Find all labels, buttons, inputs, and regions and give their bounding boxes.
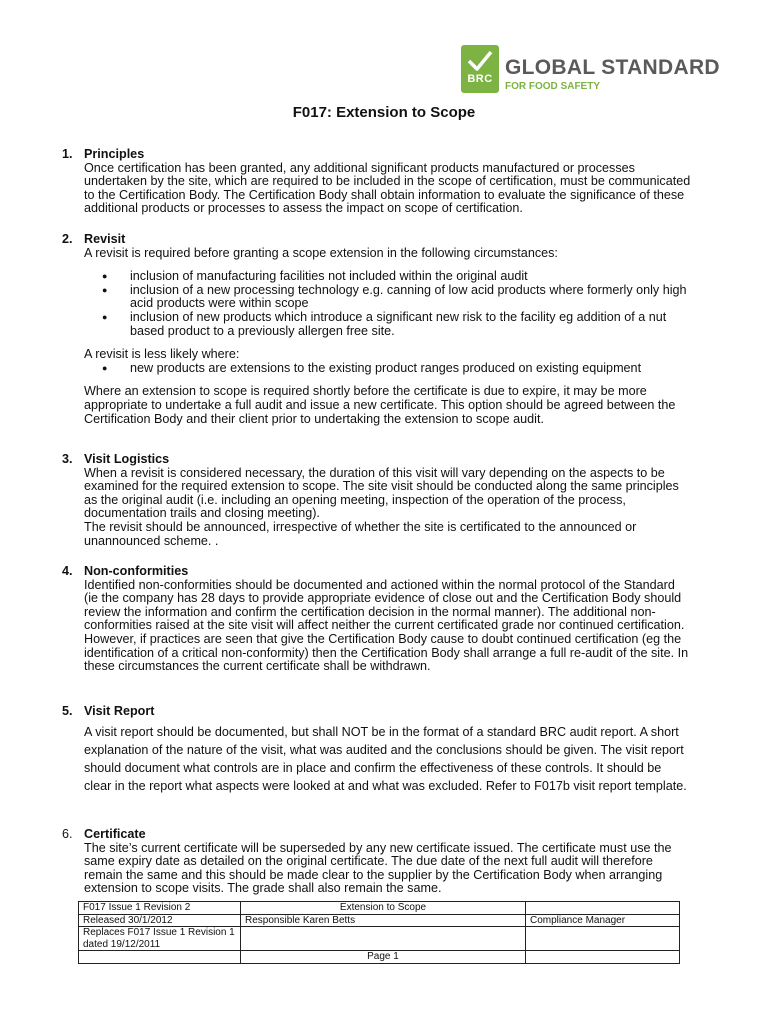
table-cell	[526, 902, 680, 915]
section-number: 4.	[62, 564, 73, 578]
logo-brc-text: BRC	[467, 73, 493, 85]
table-row	[79, 902, 680, 915]
table-cell	[526, 951, 680, 964]
section-text: Identified non-conformities should be documented and actioned within the normal protocol of the Standard (ie the company has 28 days to provide appropriate evidence of close out and the Certification Body should review the information and confirm the certification decision in the normal manner). The additional non-conformities raised at the site visit will affect neither the current certificated grade nor continued certification. However, if practices are seen that give the Certification Body cause to doubt continued certification (eg the identification of a critical non-conformity) then the Certification Body shall arrange a full re-audit of the site. In these circumstances the current certificate shall be withdrawn.	[84, 577, 689, 674]
table-cell	[79, 951, 241, 964]
table-cell	[241, 927, 526, 951]
table-cell: Released 30/1/2012	[79, 914, 241, 927]
section-number: 3.	[62, 452, 73, 466]
section-text: A revisit is less likely where:	[84, 347, 240, 362]
table-cell: Replaces F017 Issue 1 Revision 1 dated 19/12/2011	[79, 927, 241, 951]
table-row	[79, 927, 680, 951]
section-number: 1.	[62, 147, 73, 161]
table-cell: Page 1	[241, 951, 526, 964]
list-item: ● inclusion of manufacturing facilities not included within the original audit	[84, 270, 692, 284]
brc-logo-mark	[461, 45, 499, 93]
section-non-conformities	[62, 565, 692, 674]
section-number: 6.	[62, 827, 73, 841]
section-heading: Principles	[84, 147, 145, 161]
section-number: 5.	[62, 704, 73, 718]
checkmark-icon	[464, 49, 496, 73]
list-item: ● new products are extensions to the existing product ranges produced on existing equipment	[84, 362, 692, 376]
section-text: The site’s current certificate will be superseded by any new certificate issued. The certificate must use the same expiry date as detailed on the original certificate. The due date of the next full audit will therefore remain the same and this should be made clear to the supplier by the Certification Body when arranging extension to scope visits. The grade shall also remain the same.	[84, 840, 672, 896]
logo-subtitle: FOR FOOD SAFETY	[505, 81, 600, 92]
section-principles	[62, 148, 692, 216]
less-likely-bullet-list	[84, 362, 692, 376]
table-cell: Extension to Scope	[241, 902, 526, 915]
document-title: F017: Extension to Scope	[292, 104, 476, 121]
document-control-table	[78, 901, 680, 964]
revisit-bullet-list	[84, 270, 692, 338]
section-text: The revisit should be announced, irrespective of whether the site is certificated to the announced or unannounced scheme. .	[84, 519, 637, 548]
list-item: ● inclusion of a new processing technology e.g. canning of low acid products where formerly only high acid products were within scope	[84, 284, 692, 311]
section-heading: Visit Report	[84, 704, 155, 718]
section-text: Once certification has been granted, any additional significant products manufactured or processes undertaken by the site, which are required to be included in the scope of certification, must be communicated to the Certification Body. The Certification Body shall obtain information to evaluate the significance of these additional products or processes to assess the impact on scope of certification.	[84, 160, 691, 216]
logo-title: GLOBAL STANDARD	[505, 56, 720, 79]
table-cell: F017 Issue 1 Revision 2	[79, 902, 241, 915]
brc-logo	[461, 45, 720, 95]
list-item: ● inclusion of new products which introduce a significant new risk to the facility eg addition of a nut based product to a previously allergen free site.	[84, 311, 692, 338]
section-heading: Non-conformities	[84, 564, 189, 578]
section-text: Where an extension to scope is required shortly before the certificate is due to expire, it may be more appropriate to undertake a full audit and issue a new certificate. This option should be agreed between the Certification Body and their client prior to undertaking the extension to scope audit.	[84, 384, 676, 426]
table-row	[79, 914, 680, 927]
section-heading: Certificate	[84, 827, 146, 841]
section-number: 2.	[62, 232, 73, 246]
section-visit-report	[62, 705, 692, 795]
section-heading: Visit Logistics	[84, 452, 170, 466]
section-revisit	[62, 233, 692, 426]
table-row	[79, 951, 680, 964]
table-cell: Compliance Manager	[526, 914, 680, 927]
table-cell	[526, 927, 680, 951]
table-cell: Responsible Karen Betts	[241, 914, 526, 927]
section-visit-logistics	[62, 453, 692, 548]
section-heading: Revisit	[84, 232, 126, 246]
section-certificate	[62, 828, 692, 896]
section-text: A visit report should be documented, but shall NOT be in the format of a standard BRC audit report. A short explanation of the nature of the visit, what was audited and the conclusions should be given. The visit report should document what controls are in place and confirm the effectiveness of these controls. It should be clear in the report what aspects were looked at and what was excluded. Refer to F017b visit report template.	[84, 724, 687, 794]
section-text: A revisit is required before granting a scope extension in the following circumstances:	[84, 245, 558, 260]
section-text: When a revisit is considered necessary, the duration of this visit will vary depending on the aspects to be examined for the required extension to scope. The site visit should be conducted along the same principles as the original audit (i.e. including an opening meeting, inspection of the operation of the process, documentation trails and closing meeting).	[84, 465, 679, 521]
